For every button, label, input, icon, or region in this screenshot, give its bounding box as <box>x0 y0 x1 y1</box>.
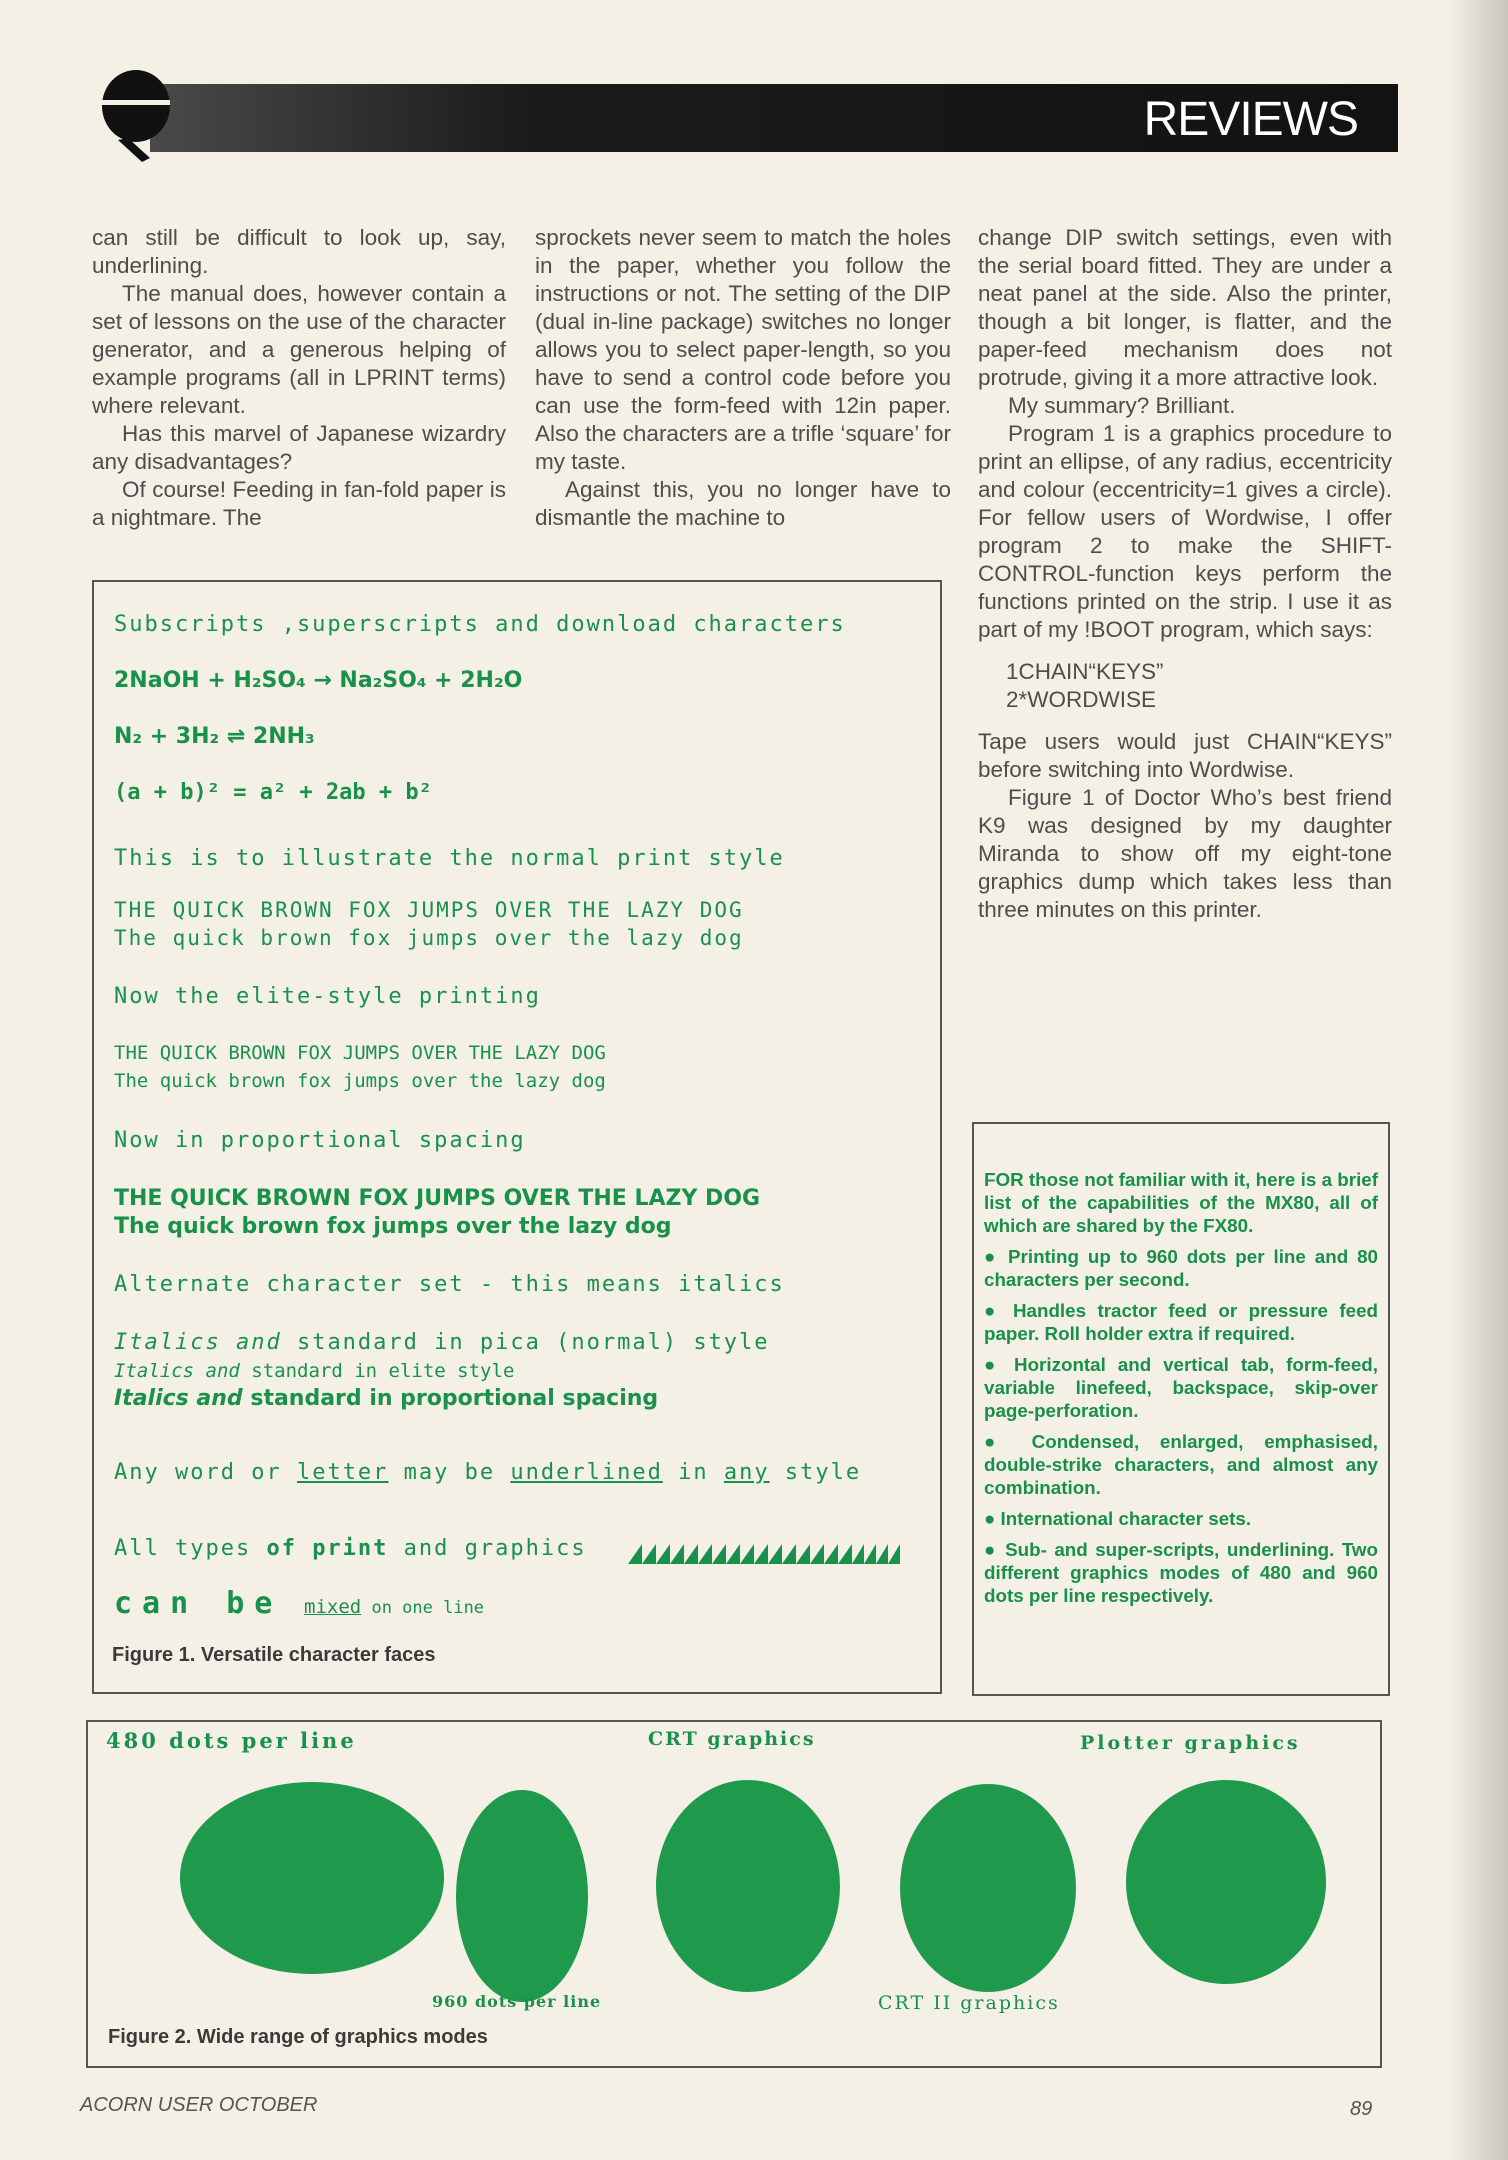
plain-text: in <box>662 1460 724 1485</box>
plain-text: Any word or <box>114 1460 297 1485</box>
box-bullet: ● Horizontal and vertical tab, form-feed, variable linefeed, backspace, skip-over page-perforation. <box>984 1354 1378 1421</box>
fig1-line: Alternate character set - this means italics <box>114 1272 785 1297</box>
box-bullet: ● Sub- and super-scripts, underlining. Two different graphics modes of 480 and 960 dots per line respectively. <box>984 1539 1378 1606</box>
code-block <box>1006 658 1392 714</box>
fig1-line: N₂ + 3H₂ ⇌ 2NH₃ <box>114 724 315 749</box>
box-bullet: ● Handles tractor feed or pressure feed paper. Roll holder extra if required. <box>984 1300 1378 1344</box>
graphics-label: CRT graphics <box>648 1728 816 1750</box>
paragraph: My summary? Brilliant. <box>1008 393 1236 418</box>
figure-caption: Figure 1. Versatile character faces <box>112 1644 436 1666</box>
paragraph: Of course! Feeding in fan-fold paper is a nightmare. The <box>92 477 506 530</box>
section-title: REVIEWS <box>1143 93 1358 146</box>
plain-text: may be <box>388 1460 511 1485</box>
page-number: 89 <box>1350 2098 1373 2120</box>
sawtooth-graphics-icon <box>628 1540 900 1566</box>
plain-text: standard in proportional spacing <box>242 1386 659 1411</box>
paragraph: Against this, you no longer have to dismantle the machine to <box>535 477 951 530</box>
fig1-line: 2NaOH + H₂SO₄ → Na₂SO₄ + 2H₂O <box>114 668 523 693</box>
fig1-line: THE QUICK BROWN FOX JUMPS OVER THE LAZY DOG <box>114 1186 761 1211</box>
paragraph: sprockets never seem to match the holes in the paper, whether you follow the instructions or not. The setting of the DIP (dual in-line package) switches no longer allows you to select paper-length, so you have to send a control code before you can use the form-feed with 12in paper. Also the characters are a trifle ‘square’ for my taste. <box>535 225 951 474</box>
underlined-text: any <box>723 1460 770 1485</box>
acorn-logo-icon <box>98 66 176 162</box>
figure-caption: Figure 2. Wide range of graphics modes <box>108 2026 488 2048</box>
box-intro: FOR those not familiar with it, here is a brief list of the capabilities of the MX80, all of which are shared by the FX80. <box>984 1169 1378 1236</box>
fig1-line <box>114 1360 514 1382</box>
fig1-line: (a + b)² = a² + 2ab + b² <box>114 780 432 805</box>
capabilities-list <box>984 1168 1378 1607</box>
fig1-line: THE QUICK BROWN FOX JUMPS OVER THE LAZY DOG <box>114 898 744 922</box>
paragraph: change DIP switch settings, even with the serial board fitted. They are under a neat panel at the side. Also the printer, though a bit longer, is flatter, and the paper-feed mechanism does not protrude, giving it a more attractive look. <box>978 225 1392 390</box>
fig1-line: The quick brown fox jumps over the lazy dog <box>114 1070 606 1092</box>
ellipse-960-dots <box>456 1790 588 2002</box>
code-line: 1CHAIN“KEYS” <box>1006 659 1164 684</box>
italic-text: Italics and <box>114 1386 243 1411</box>
graphics-ellipses <box>88 1722 1380 2066</box>
fig1-line <box>114 1386 658 1411</box>
paragraph: Program 1 is a graphics procedure to print an ellipse, of any radius, eccentricity and colour (eccentricity=1 gives a circle). For fellow users of Wordwise, I offer program 2 to make the SHIFT-CONTROL-function keys perform the functions printed on the strip. I use it as part of my !BOOT program, which says: <box>978 421 1392 642</box>
box-bullet: ● International character sets. <box>984 1508 1252 1529</box>
fig1-line <box>114 1536 587 1561</box>
graphics-label: Plotter graphics <box>1080 1732 1301 1754</box>
ellipse-480-dots <box>180 1782 444 1974</box>
article-column-3 <box>978 224 1392 924</box>
plain-text: standard in elite style <box>239 1360 515 1382</box>
italic-text: Italics and <box>114 1330 282 1355</box>
ellipse-plotter <box>1126 1780 1326 1984</box>
italic-text: Italics and <box>114 1360 240 1382</box>
fig1-line <box>114 1330 770 1355</box>
article-column-1 <box>92 224 506 532</box>
underlined-text: letter <box>296 1460 389 1485</box>
fig1-line: THE QUICK BROWN FOX JUMPS OVER THE LAZY DOG <box>114 1042 606 1064</box>
plain-text: standard in pica (normal) style <box>281 1330 770 1355</box>
graphics-label: 480 dots per line <box>106 1728 357 1753</box>
fig1-line <box>114 1586 484 1621</box>
article-column-2 <box>535 224 951 532</box>
figure-1-character-faces <box>92 580 942 1694</box>
paragraph: The manual does, however contain a set of lessons on the use of the character generator, and a generous helping of example programs (all in LPRINT terms) where relevant. <box>92 281 506 418</box>
figure-2-graphics-modes <box>86 1720 1382 2068</box>
footer-publication: ACORN USER OCTOBER <box>80 2094 318 2116</box>
box-bullet: ● Printing up to 960 dots per line and 80 characters per second. <box>984 1246 1378 1290</box>
fig1-line <box>114 1460 861 1485</box>
bold-text: of print <box>266 1536 389 1561</box>
graphics-label: CRT II graphics <box>878 1992 1060 2014</box>
fig1-line: The quick brown fox jumps over the lazy dog <box>114 1214 672 1239</box>
fig1-line: Now in proportional spacing <box>114 1128 526 1153</box>
code-line: 2*WORDWISE <box>1006 687 1157 712</box>
plain-text: on one line <box>361 1598 485 1618</box>
plain-text: All types <box>114 1536 267 1561</box>
underlined-text: underlined <box>510 1460 663 1485</box>
box-bullet: ● Condensed, enlarged, emphasised, double-strike characters, and almost any combination. <box>984 1431 1378 1498</box>
paragraph: can still be difficult to look up, say, underlining. <box>92 225 506 278</box>
capabilities-box <box>972 1122 1390 1696</box>
paragraph: Tape users would just CHAIN“KEYS” before switching into Wordwise. <box>978 729 1392 782</box>
ellipse-crt <box>656 1780 840 1992</box>
fig1-line: Subscripts ,superscripts and download characters <box>114 612 846 637</box>
fig1-line: The quick brown fox jumps over the lazy dog <box>114 926 744 950</box>
ellipse-crt-ii <box>900 1784 1076 1992</box>
graphics-label: 960 dots per line <box>432 1992 602 2011</box>
plain-text: style <box>769 1460 862 1485</box>
paragraph: Figure 1 of Doctor Who’s best friend K9 was designed by my daughter Miranda to show off my eight-tone graphics dump which takes less than three minutes on this printer. <box>978 785 1392 922</box>
fig1-line: This is to illustrate the normal print style <box>114 846 785 871</box>
plain-text: and graphics <box>388 1536 587 1561</box>
paragraph: Has this marvel of Japanese wizardry any disadvantages? <box>92 421 506 474</box>
fig1-line: Now the elite-style printing <box>114 984 541 1009</box>
underlined-text: mixed <box>304 1596 362 1618</box>
enlarged-text: can be <box>114 1586 283 1621</box>
